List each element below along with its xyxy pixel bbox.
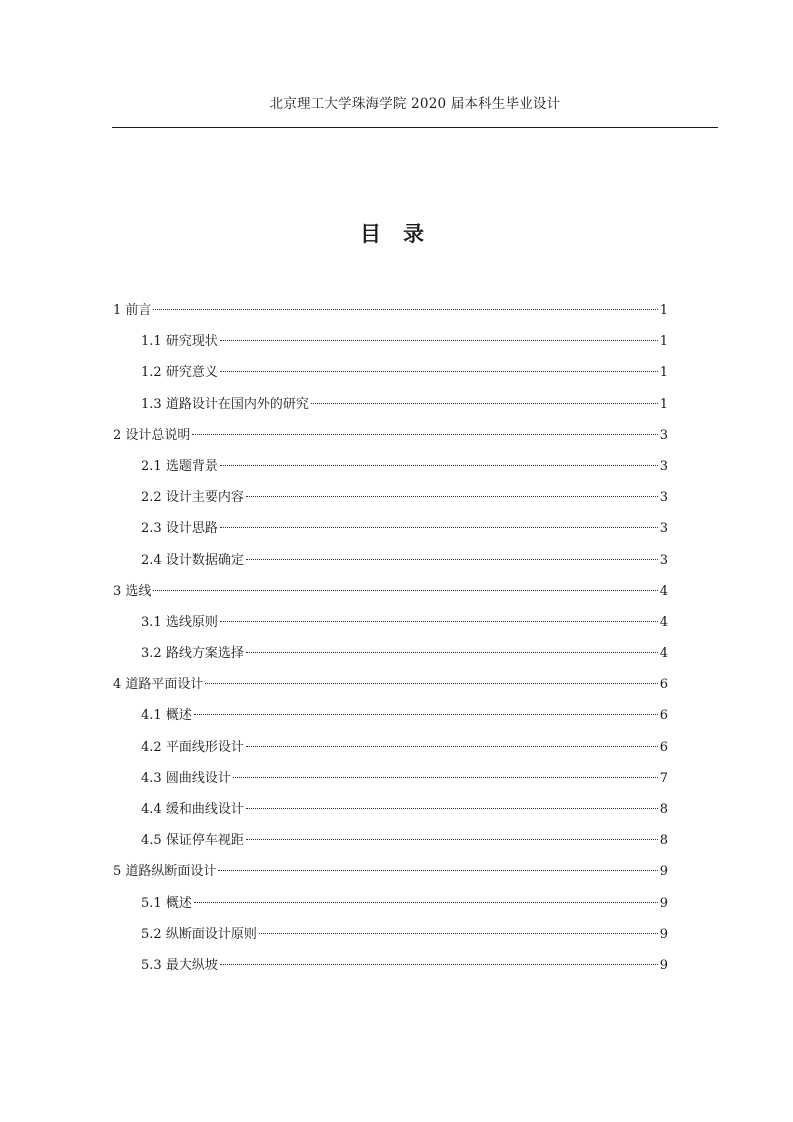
toc-entry[interactable] — [113, 518, 668, 549]
toc-entry-label: 选线原则 — [165, 614, 218, 630]
toc-entry[interactable] — [113, 362, 668, 393]
toc-entry[interactable] — [113, 550, 668, 581]
toc-entry-label: 选题背景 — [165, 458, 218, 474]
toc-dot-leader — [246, 839, 658, 840]
toc-entry-page: 3 — [659, 458, 668, 474]
toc-title-part2: 录 — [403, 221, 424, 246]
toc-entry-number: 5.3 — [141, 957, 166, 973]
toc-entry-label: 选线 — [125, 583, 152, 599]
toc-entry-label: 保证停车视距 — [165, 833, 244, 849]
toc-entry-number: 2.1 — [141, 458, 166, 474]
toc-entry-number: 4.3 — [141, 770, 166, 786]
toc-entry-page: 7 — [659, 770, 668, 786]
toc-entry[interactable] — [113, 737, 668, 768]
header-divider — [112, 127, 718, 128]
toc-entry-page: 4 — [659, 583, 668, 599]
toc-entry-page: 1 — [659, 365, 668, 381]
toc-entry-number: 2 — [113, 427, 126, 443]
toc-entry[interactable] — [113, 643, 668, 674]
toc-entry[interactable] — [113, 861, 668, 892]
toc-entry-label: 平面线形设计 — [165, 739, 244, 755]
toc-dot-leader — [218, 870, 657, 871]
toc-dot-leader — [194, 714, 658, 715]
toc-dot-leader — [205, 683, 657, 684]
toc-entry-number: 4.4 — [141, 802, 166, 817]
toc-entry-number: 2.2 — [141, 490, 166, 506]
toc-dot-leader — [220, 964, 658, 965]
toc-entry[interactable] — [113, 893, 668, 924]
page-header: 北京理工大学珠海学院 2020 届本科生毕业设计 — [269, 96, 561, 112]
toc-entry-number: 4.5 — [141, 833, 166, 849]
toc-dot-leader — [153, 309, 657, 310]
toc-entry-label: 设计主要内容 — [165, 490, 244, 506]
toc-entry-page: 3 — [659, 521, 668, 537]
toc-dot-leader — [220, 621, 658, 622]
toc-entry-number: 4.2 — [141, 739, 166, 755]
toc-dot-leader — [246, 808, 658, 809]
toc-entry-number: 1.1 — [141, 334, 166, 350]
toc-dot-leader — [220, 527, 658, 528]
toc-dot-leader — [246, 652, 658, 653]
toc-entry-page: 1 — [659, 303, 668, 318]
toc-entry[interactable] — [113, 581, 668, 612]
toc-entry-label: 最大纵坡 — [165, 957, 218, 973]
toc-dot-leader — [246, 496, 658, 497]
toc-entry-label: 圆曲线设计 — [165, 770, 231, 786]
toc-entry-number: 3 — [113, 583, 126, 599]
toc-dot-leader — [259, 933, 658, 934]
toc-entry-page: 6 — [659, 739, 668, 755]
toc-entry-number: 4.1 — [141, 708, 166, 724]
toc-entry-number: 2.3 — [141, 521, 166, 537]
toc-title-part1: 目 — [360, 221, 381, 246]
toc-entry[interactable] — [113, 456, 668, 487]
toc-entry[interactable] — [113, 394, 668, 425]
table-of-contents — [113, 300, 668, 986]
toc-entry[interactable] — [113, 674, 668, 705]
toc-entry[interactable] — [113, 300, 668, 331]
toc-dot-leader — [220, 340, 658, 341]
toc-entry-number: 1.3 — [141, 396, 166, 412]
toc-dot-leader — [246, 746, 658, 747]
toc-entry-label: 道路纵断面设计 — [125, 864, 217, 880]
toc-entry-label: 研究意义 — [165, 365, 218, 381]
toc-entry-label: 缓和曲线设计 — [165, 802, 244, 817]
toc-entry-number: 1.2 — [141, 365, 166, 381]
toc-dot-leader — [311, 403, 658, 404]
toc-entry-number: 1 — [113, 303, 126, 318]
toc-entry-page: 6 — [659, 708, 668, 724]
toc-entry-page: 9 — [659, 895, 668, 911]
toc-entry[interactable] — [113, 799, 668, 830]
toc-entry-page: 6 — [659, 677, 668, 693]
toc-dot-leader — [220, 465, 658, 466]
toc-entry[interactable] — [113, 331, 668, 362]
toc-entry-label: 概述 — [165, 708, 192, 724]
toc-entry[interactable] — [113, 830, 668, 861]
toc-entry-label: 设计总说明 — [125, 427, 191, 443]
toc-entry-page: 9 — [659, 926, 668, 942]
toc-entry-page: 8 — [659, 802, 668, 817]
toc-entry-label: 研究现状 — [165, 334, 218, 350]
toc-entry[interactable] — [113, 487, 668, 518]
toc-entry-page: 3 — [659, 552, 668, 568]
toc-entry-number: 3.1 — [141, 614, 166, 630]
toc-entry[interactable] — [113, 955, 668, 986]
toc-entry-page: 9 — [659, 864, 668, 880]
toc-entry-page: 1 — [659, 396, 668, 412]
toc-entry-page: 4 — [659, 614, 668, 630]
toc-entry[interactable] — [113, 425, 668, 456]
toc-entry-label: 概述 — [165, 895, 192, 911]
toc-entry-number: 3.2 — [141, 646, 166, 662]
toc-entry-number: 5 — [113, 864, 126, 880]
toc-entry-number: 5.2 — [141, 926, 166, 942]
toc-dot-leader — [194, 902, 658, 903]
toc-entry-page: 8 — [659, 833, 668, 849]
toc-entry-label: 道路设计在国内外的研究 — [165, 396, 309, 412]
toc-entry-label: 道路平面设计 — [125, 677, 204, 693]
toc-title — [0, 218, 784, 248]
toc-entry[interactable] — [113, 612, 668, 643]
toc-entry-page: 9 — [659, 957, 668, 973]
toc-entry-label: 路线方案选择 — [165, 646, 244, 662]
toc-entry-page: 4 — [659, 646, 668, 662]
toc-entry-label: 前言 — [125, 303, 152, 318]
toc-entry-label: 设计数据确定 — [165, 552, 244, 568]
toc-entry-number: 4 — [113, 677, 126, 693]
toc-entry-number: 2.4 — [141, 552, 166, 568]
toc-entry-number: 5.1 — [141, 895, 166, 911]
toc-dot-leader — [233, 777, 658, 778]
toc-entry-label: 设计思路 — [165, 521, 218, 537]
toc-entry[interactable] — [113, 924, 668, 955]
toc-dot-leader — [192, 434, 657, 435]
toc-entry-label: 纵断面设计原则 — [165, 926, 257, 942]
toc-entry-page: 3 — [659, 427, 668, 443]
toc-dot-leader — [246, 559, 658, 560]
toc-entry[interactable] — [113, 705, 668, 736]
toc-dot-leader — [220, 371, 658, 372]
toc-dot-leader — [153, 590, 657, 591]
toc-entry-page: 1 — [659, 334, 668, 350]
toc-entry-page: 3 — [659, 490, 668, 506]
toc-entry[interactable] — [113, 768, 668, 799]
